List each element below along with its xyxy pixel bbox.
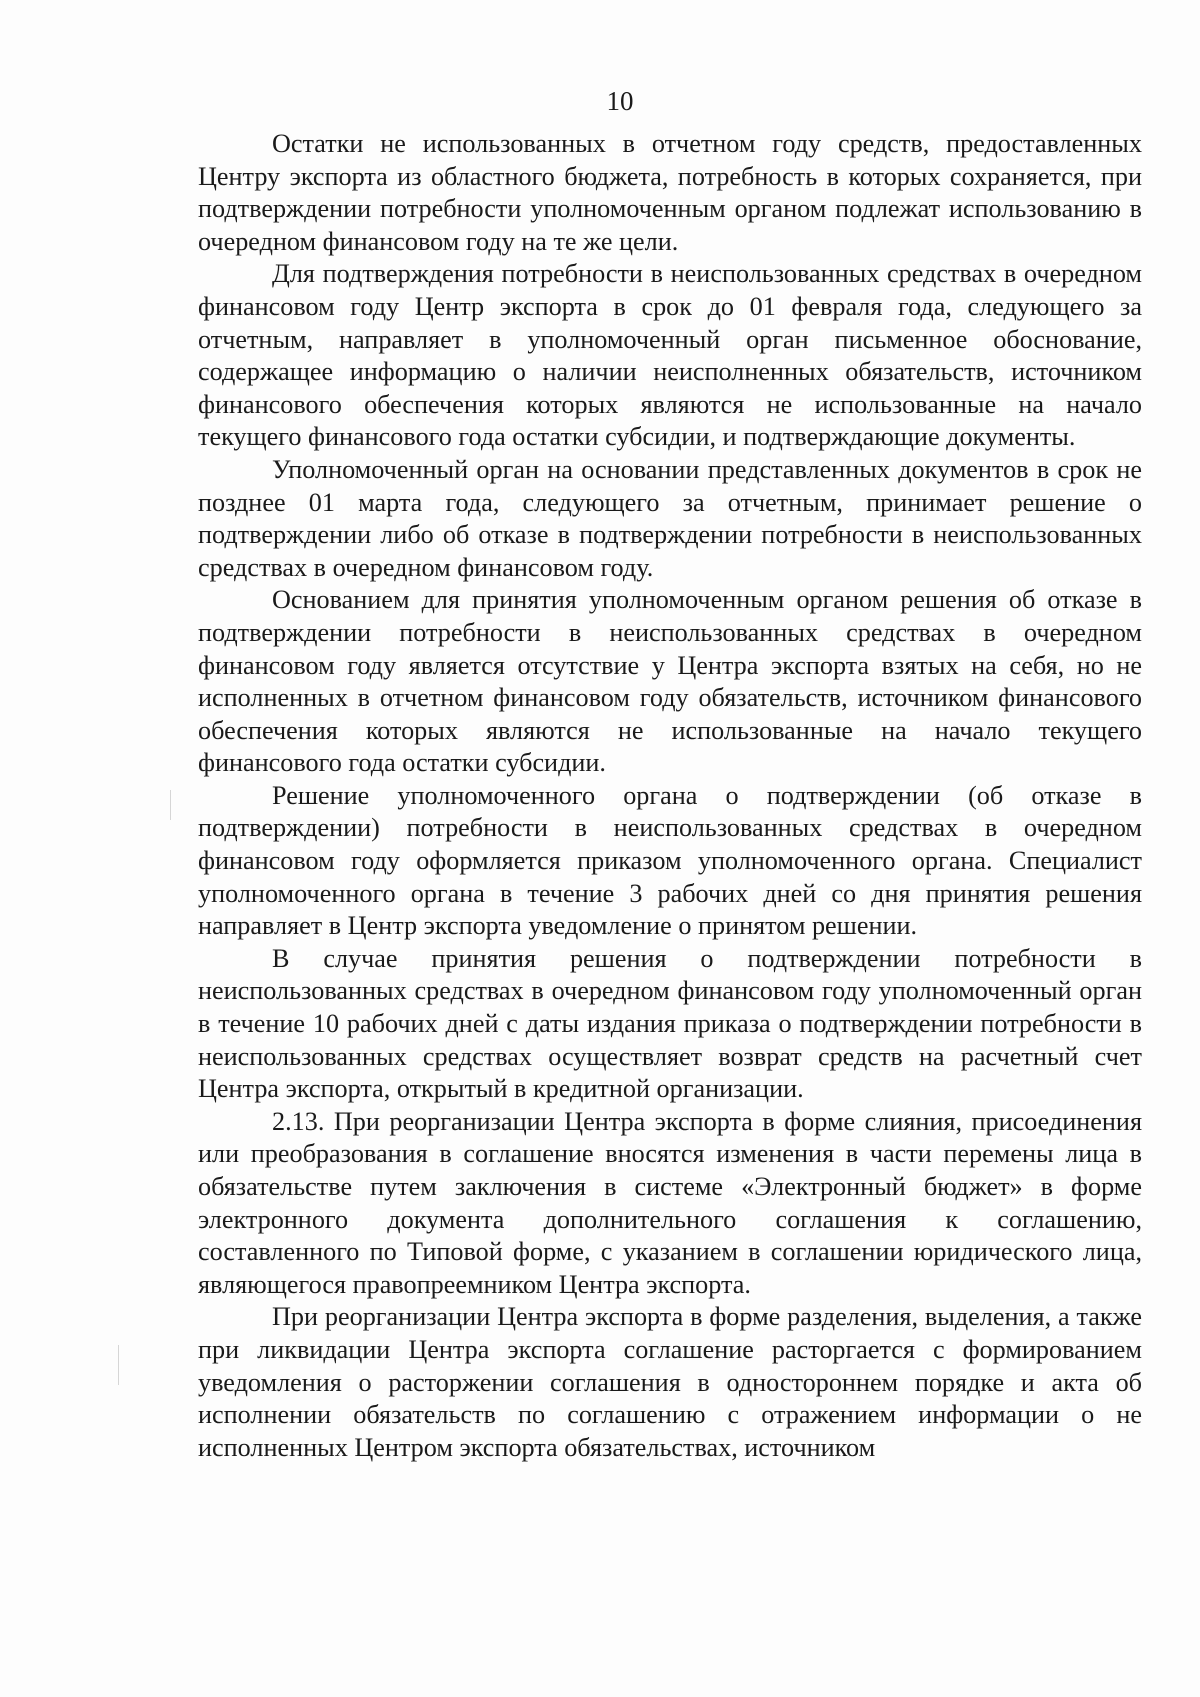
paragraph: Уполномоченный орган на основании представленных документов в срок не позднее 01 марта года, следующего за отчетным, принимает решение о подтверждении либо об отказе в подтверждении потребности в неиспользованных средствах в очередном финансовом году.	[198, 454, 1142, 582]
paragraph: Основанием для принятия уполномоченным органом решения об отказе в подтверждении потребности в неиспользованных средствах в очередном финансовом году является отсутствие у Центра экспорта взятых на себя, но не исполненных в отчетном финансовом году обязательств, источником финансового обеспечения которых являются не использованные на начало текущего финансового года остатки субсидии.	[198, 585, 1142, 778]
paragraph: Для подтверждения потребности в неиспользованных средствах в очередном финансовом году Центр экспорта в срок до 01 февраля года, следующего за отчетным, направляет в уполномоченный орган письменное обоснование, содержащее информацию о наличии неисполненных обязательств, источником финансового обеспечения которых являются не использованные на начало текущего финансового года остатки субсидии, и подтверждающие документы.	[198, 259, 1142, 452]
scan-margin-mark	[118, 1345, 119, 1385]
paragraph: 2.13. При реорганизации Центра экспорта в форме слияния, присоединения или преобразования в соглашение вносятся изменения в части перемены лица в обязательстве путем заключения в системе «Электронный бюджет» в форме электронного документа дополнительного соглашения к соглашению, составленного по Типовой форме, с указанием в соглашении юридического лица, являющегося правопреемником Центра экспорта.	[198, 1106, 1142, 1299]
page-number: 10	[606, 86, 634, 116]
paragraph: При реорганизации Центра экспорта в форме разделения, выделения, а также при ликвидации Центра экспорта соглашение расторгается с формированием уведомления о расторжении соглашения в одностороннем порядке и акта об исполнении обязательств по соглашению с отражением информации о не исполненных Центром экспорта обязательствах, источником	[198, 1302, 1142, 1462]
paragraph: Решение уполномоченного органа о подтверждении (об отказе в подтверждении) потребности в неиспользованных средствах в очередном финансовом году оформляется приказом уполномоченного органа. Специалист уполномоченного органа в течение 3 рабочих дней со дня принятия решения направляет в Центр экспорта уведомление о принятом решении.	[198, 780, 1142, 941]
document-body	[198, 128, 1142, 1464]
scan-margin-mark	[170, 790, 171, 820]
paragraph: Остатки не использованных в отчетном году средств, предоставленных Центру экспорта из областного бюджета, потребность в которых сохраняется, при подтверждении потребности уполномоченным органом подлежат использованию в очередном финансовом году на те же цели.	[198, 129, 1142, 256]
paragraph: В случае принятия решения о подтверждении потребности в неиспользованных средствах в очередном финансовом году уполномоченный орган в течение 10 рабочих дней с даты издания приказа о подтверждении потребности в неиспользованных средствах осуществляет возврат средств на расчетный счет Центра экспорта, открытый в кредитной организации.	[198, 943, 1142, 1104]
